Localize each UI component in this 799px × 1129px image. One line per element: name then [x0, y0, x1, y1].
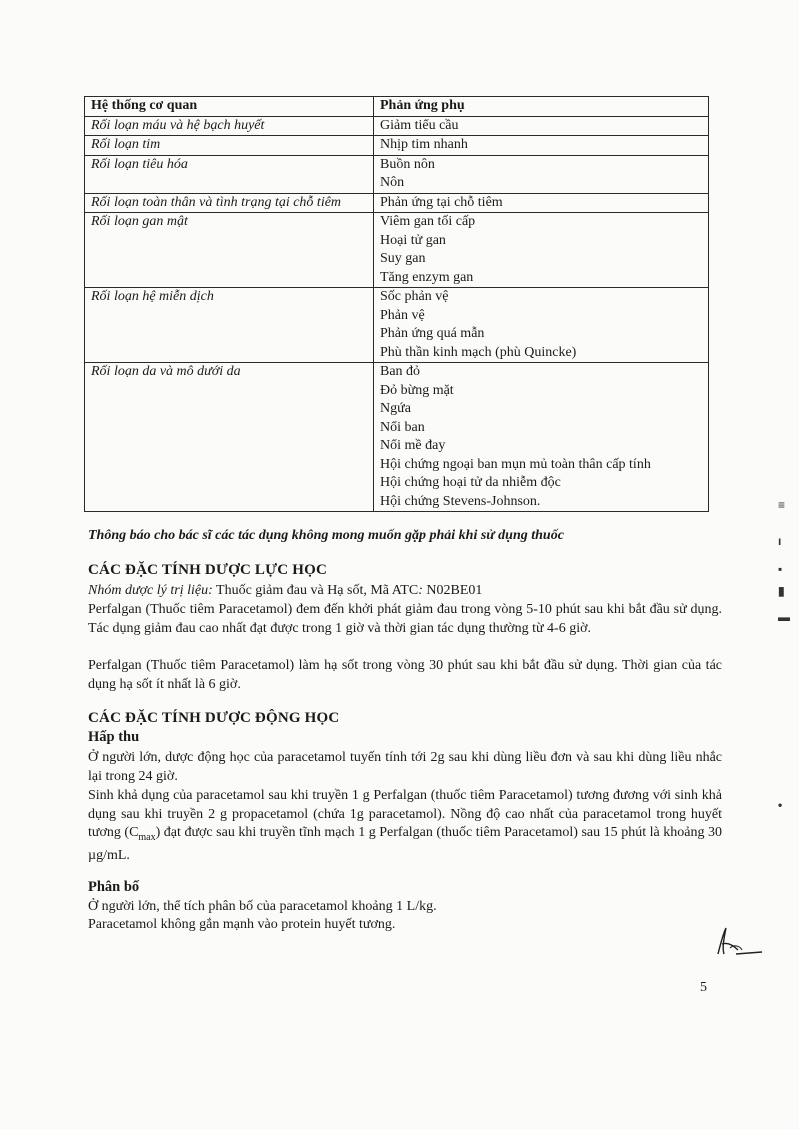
adverse-reaction-item: Phù thần kinh mạch (phù Quincke) [380, 344, 577, 360]
organ-system-cell: Rối loạn da và mô dưới da [85, 363, 374, 512]
table-row [85, 363, 709, 512]
cmax-subscript: max [138, 831, 156, 843]
therapeutic-group-line [88, 582, 722, 601]
adverse-reaction-item: Ngứa [380, 401, 411, 416]
adverse-reaction-item: Hội chứng Stevens-Johnson. [380, 493, 541, 509]
table-header-row [85, 97, 709, 117]
handwritten-signature [712, 924, 767, 964]
table-row [85, 288, 709, 363]
atc-code: N02BE01 [422, 583, 483, 598]
adverse-reaction-item: Đỏ bừng mặt [380, 382, 454, 398]
distribution-paragraph-2: Paracetamol không gắn mạnh vào protein huyết tương. [88, 917, 396, 932]
adverse-reaction-item: Viêm gan tối cấp [380, 214, 476, 229]
adverse-reaction-item: Nôn [380, 175, 405, 190]
adverse-reactions-table [84, 96, 709, 512]
table-row [85, 155, 709, 193]
adverse-reaction-item: Phản ứng tại chỗ tiêm [380, 194, 503, 210]
adverse-reaction-cell [374, 136, 709, 156]
adverse-reaction-item: Nhịp tim nhanh [380, 137, 468, 152]
adverse-reaction-item: Nổi mề đay [380, 438, 446, 453]
table-row [85, 213, 709, 288]
table-body [85, 116, 709, 512]
organ-system-cell: Rối loạn toàn thân và tình trạng tại chỗ tiêm [85, 193, 374, 213]
table-caption: Thông báo cho bác sĩ các tác dụng không mong muốn gặp phải khi sử dụng thuốc [88, 528, 564, 543]
absorption-heading: Hấp thu [88, 729, 140, 745]
table-row [85, 116, 709, 136]
absorption-text-part2: ) đạt được sau khi truyền tĩnh mạch 1 g Perfalgan (thuốc tiêm Paracetamol) sau 15 phút là khoảng 30 µg/mL. [88, 825, 722, 864]
pharmacodynamics-paragraph-1: Perfalgan (Thuốc tiêm Paracetamol) đem đến khởi phát giảm đau trong vòng 5-10 phút sau khi bắt đầu sử dụng. Tác dụng giảm đau cao nhất đạt được trong 1 giờ và thời gian tác dụng thường từ 4-6 giờ. [88, 602, 722, 636]
table-row [85, 136, 709, 156]
therapeutic-group-label: Nhóm dược lý trị liệu: [88, 583, 213, 598]
distribution-paragraph-1: Ở người lớn, thể tích phân bố của paracetamol khoảng 1 L/kg. [88, 899, 437, 914]
organ-system-cell: Rối loạn máu và hệ bạch huyết [85, 116, 374, 136]
adverse-reaction-cell [374, 193, 709, 213]
header-adverse-reaction: Phản ứng phụ [374, 97, 709, 117]
page-number: 5 [700, 980, 707, 995]
therapeutic-group-text: Thuốc giảm đau và Hạ sốt, Mã ATC [212, 583, 419, 598]
organ-system-cell: Rối loạn tim [85, 136, 374, 156]
header-organ-system: Hệ thống cơ quan [85, 97, 374, 117]
adverse-reaction-item: Hoại tử gan [380, 232, 446, 248]
adverse-reaction-cell [374, 363, 709, 512]
adverse-reaction-item: Giảm tiểu cầu [380, 117, 459, 133]
absorption-paragraph-1: Ở người lớn, dược động học của paracetamol tuyến tính tới 2g sau khi dùng liều đơn và sau khi dùng liều nhắc lại trong 24 giờ. [88, 750, 722, 784]
pharmacodynamics-paragraph-2: Perfalgan (Thuốc tiêm Paracetamol) làm hạ sốt trong vòng 30 phút sau khi bắt đầu sử dụng. Thời gian của tác dụng hạ sốt ít nhất là 6 giờ. [88, 658, 722, 692]
adverse-reaction-item: Nổi ban [380, 419, 425, 435]
adverse-reaction-item: Suy gan [380, 251, 426, 266]
adverse-reaction-cell [374, 288, 709, 363]
adverse-reaction-cell [374, 155, 709, 193]
scan-edge-artifacts: ≡ ı ▪ ▮ ▬ • [778, 498, 790, 812]
organ-system-cell: Rối loạn tiêu hóa [85, 155, 374, 193]
pharmacodynamics-heading: CÁC ĐẶC TÍNH DƯỢC LỰC HỌC [88, 562, 328, 578]
pharmacokinetics-heading: CÁC ĐẶC TÍNH DƯỢC ĐỘNG HỌC [88, 710, 340, 726]
adverse-reaction-item: Hội chứng ngoại ban mụn mủ toàn thân cấp tính [380, 456, 651, 472]
adverse-reaction-item: Hội chứng hoại tử da nhiễm độc [380, 475, 561, 490]
distribution-heading: Phân bố [88, 879, 140, 895]
adverse-reaction-item: Tăng enzym gan [380, 269, 474, 285]
adverse-reaction-item: Phản ứng quá mẫn [380, 326, 485, 341]
table-row [85, 193, 709, 213]
adverse-reaction-item: Buồn nôn [380, 156, 435, 172]
adverse-reaction-item: Ban đỏ [380, 364, 421, 379]
adverse-reaction-item: Sốc phản vệ [380, 289, 449, 304]
absorption-text-part1: Sinh khả dụng của paracetamol sau khi truyền 1 g Perfalgan (thuốc tiêm Paracetamol) tương đương với sinh khả dụng sau khi truyền 2 g propacetamol (chứa 1g paracetamol). Nồng độ cao nhất của paracetamol trong huyết tương (C [88, 788, 722, 840]
organ-system-cell: Rối loạn gan mật [85, 213, 374, 288]
absorption-paragraph-2 [88, 787, 722, 866]
adverse-reaction-item: Phản vệ [380, 307, 425, 323]
organ-system-cell: Rối loạn hệ miễn dịch [85, 288, 374, 363]
atc-label: : [418, 583, 423, 598]
adverse-reaction-cell [374, 213, 709, 288]
adverse-reaction-cell [374, 116, 709, 136]
